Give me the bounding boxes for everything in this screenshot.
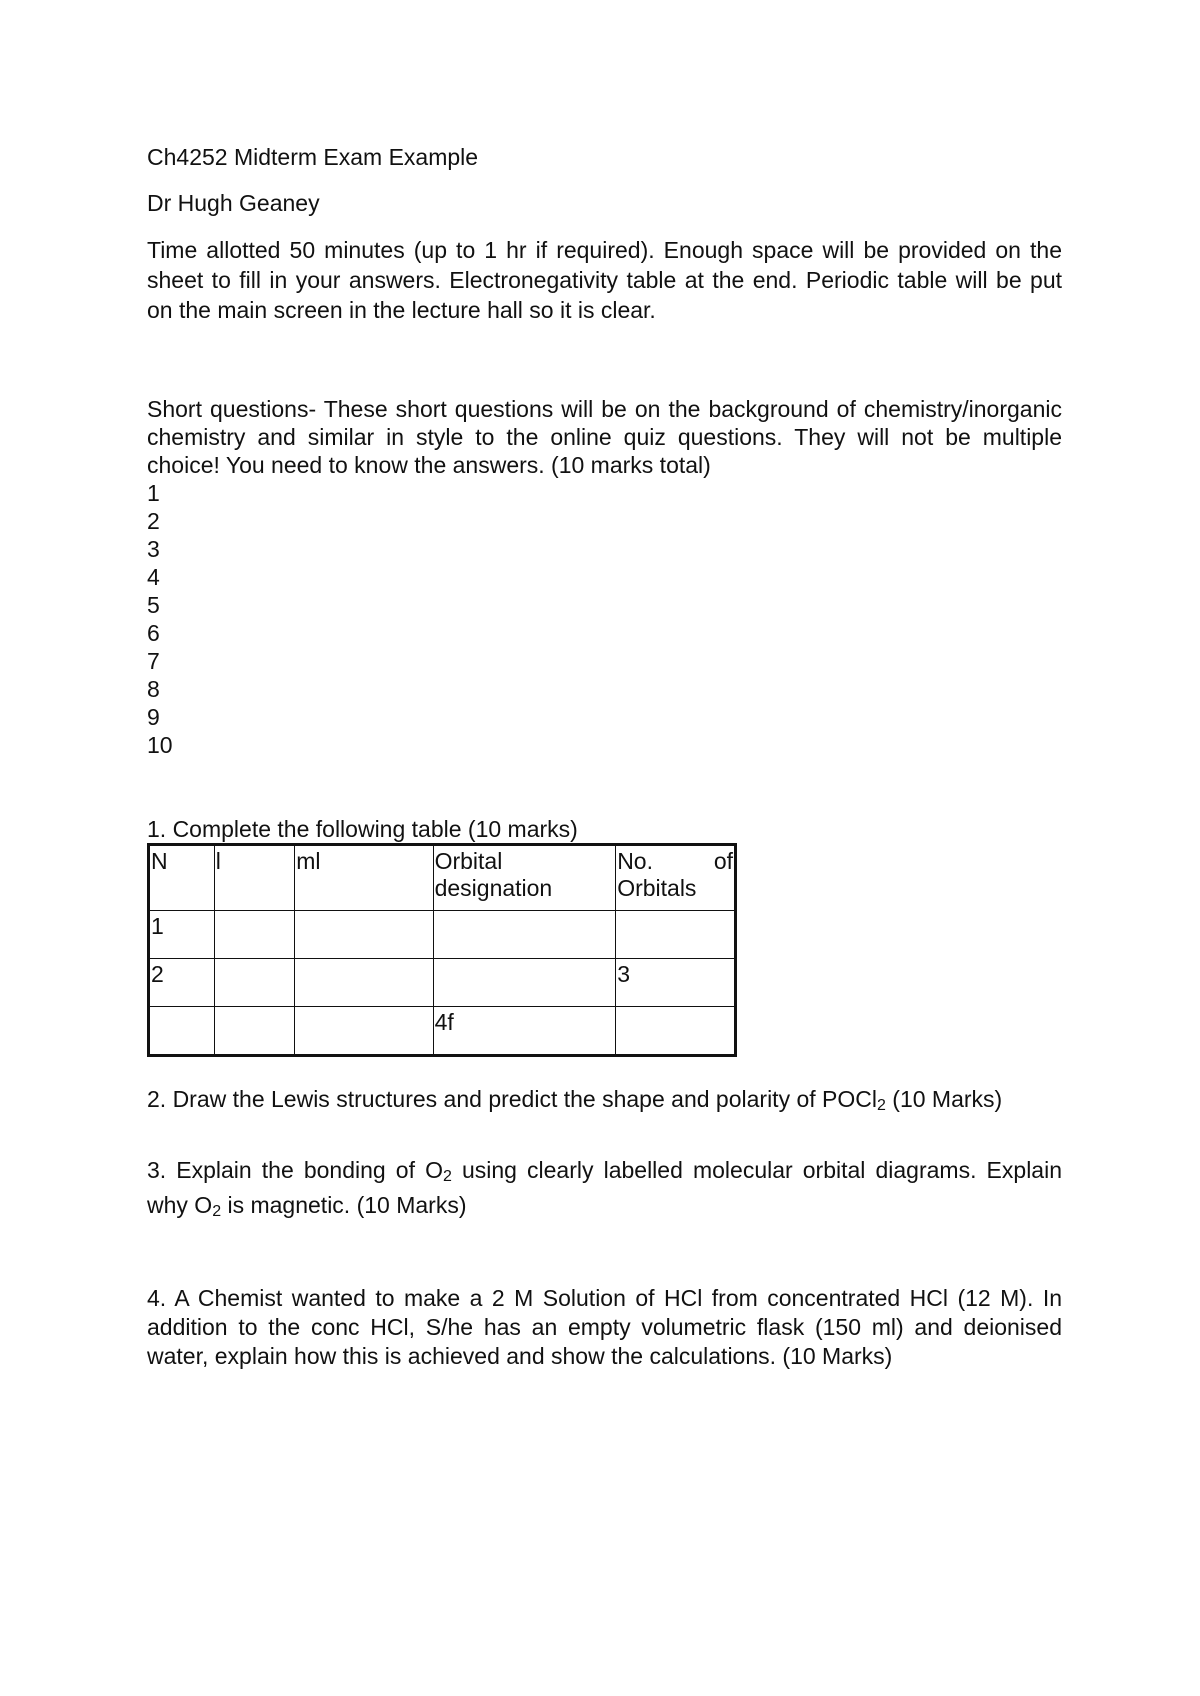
header-l: l [214,845,295,911]
table-cell [433,911,616,959]
table-cell: 2 [149,959,215,1007]
table-row [149,1007,736,1056]
list-item: 5 [147,592,160,618]
header-orbital-designation [433,845,616,911]
list-item: 9 [147,704,160,730]
table-cell [149,1007,215,1056]
table-cell [295,1007,433,1056]
table-row [149,959,736,1007]
header-no-word: No. [617,848,653,874]
header-no-of-orbitals [616,845,736,911]
list-item: 8 [147,676,160,702]
table-cell [214,1007,295,1056]
table-cell: 3 [616,959,736,1007]
question-3: 3. Explain the bonding of O2 using clearly labelled molecular orbital diagrams. Explain why O2 is magnetic. (10 Marks) [147,1157,1062,1220]
table-cell [214,959,295,1007]
header-ml: ml [295,845,433,911]
list-item: 7 [147,648,160,674]
exam-title: Ch4252 Midterm Exam Example [147,144,479,170]
list-item: 2 [147,508,160,534]
header-orbital-line1: Orbital [434,848,503,874]
list-item: 4 [147,564,160,590]
document-body [147,143,1062,1371]
author-name: Dr Hugh Geaney [147,190,320,216]
header-orbitals-line2: Orbitals [617,875,697,901]
header-n: N [149,845,215,911]
list-item: 10 [147,732,173,758]
table-cell [433,959,616,1007]
question-1-heading: 1. Complete the following table (10 marks) [147,816,578,842]
list-item: 1 [147,480,160,506]
table-cell [616,911,736,959]
short-questions-paragraph: Short questions- These short questions will be on the background of chemistry/inorganic chemistry and similar in style to the online quiz questions. They will not be multiple choice! You need to know the answers. (10 marks total) [147,396,1062,478]
table-cell: 1 [149,911,215,959]
intro-paragraph: Time allotted 50 minutes (up to 1 hr if required). Enough space will be provided on the sheet to fill in your answers. Electronegativity table at the end. Periodic table will be put on the main screen in the lecture hall so it is clear. [147,237,1062,323]
list-item: 6 [147,620,160,646]
table-cell [616,1007,736,1056]
short-question-numbers [147,479,1062,759]
question-2: 2. Draw the Lewis structures and predict the shape and polarity of POCl2 (10 Marks) [147,1086,1003,1114]
table-header-row [149,845,736,911]
table-cell [295,911,433,959]
list-item: 3 [147,536,160,562]
table-cell [295,959,433,1007]
orbital-table [147,843,737,1057]
question-4: 4. A Chemist wanted to make a 2 M Solution of HCl from concentrated HCl (12 M). In addition to the conc HCl, S/he has an empty volumetric flask (150 ml) and deionised water, explain how this is achieved and show the calculations. (10 Marks) [147,1285,1062,1369]
table-cell: 4f [433,1007,616,1056]
header-of-word: of [713,848,733,874]
header-orbital-line2: designation [434,875,553,901]
table-cell [214,911,295,959]
table-row [149,911,736,959]
